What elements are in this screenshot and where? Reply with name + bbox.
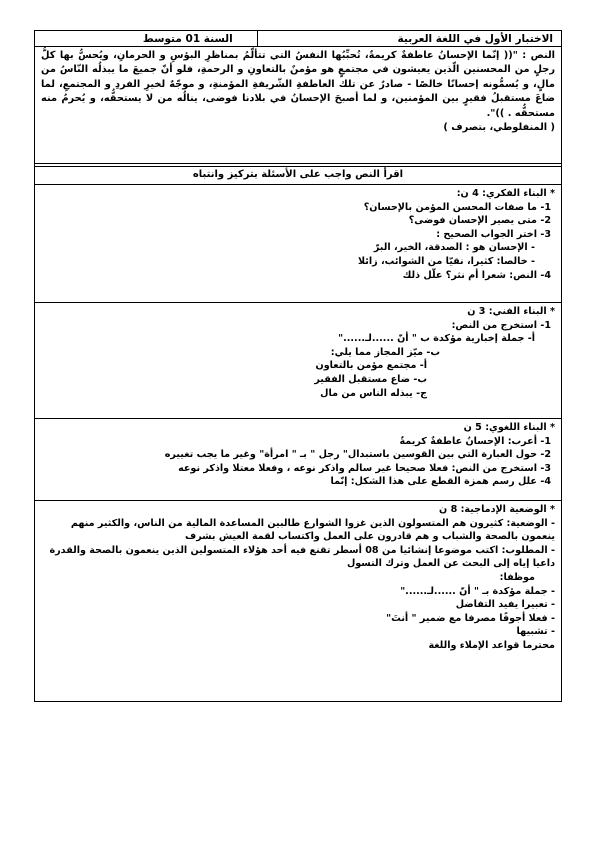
question-option: أ- جملة إخبارية مؤكدة ب " أنّ ......لـ......" [338,333,535,345]
text-label: النص : [522,50,556,61]
section-integration [34,501,562,702]
criteria-item: - جملة مؤكدة بـ " أنّ ......لـ......" [400,585,555,597]
question: 2- حول العبارة التي بين القوسين باستبدال" رجل " بـ " امرأة" وغير ما يجب تغييره [164,449,551,461]
question-option: - الإحسان هو : الصدقة، الخير، البرّ [373,242,535,254]
instruction: اقرأ النص واجب على الأسئلة بتركيز وانتباه [34,167,562,185]
question-option: ج- يبذله الناس من مال [320,387,427,399]
criteria-item: - تعبيرا يفيد التفاضل [455,599,555,611]
section-artistic [34,303,562,419]
question: 1- ما صفات المحسن المؤمن بالإحسان؟ [363,201,551,213]
criteria-item: - فعلا أجوفًا مصرفا مع ضمير " أنتَ" [386,612,555,624]
section-intellectual-title: * البناء الفكري: 4 ن: [456,188,555,199]
closing-note: محترما قواعد الإملاء واللغة [428,639,555,651]
question: 2- متى يصير الإحسان فوضى؟ [408,215,551,227]
section-artistic-title: * البناء الفني: 3 ن [467,306,555,317]
exam-header [34,30,562,47]
reading-text [34,47,562,164]
task-text: - المطلوب: اكتب موضوعا إنشائيا من 08 أسطر تقنع فيه أحد هؤلاء المتسولين الذين ينعمون بالصحة والقدرة داعيا إياه إلى البحث عن العمل وترك التسول [49,544,555,570]
question-option: ب- ميّز المجاز مما يلي: [330,346,440,358]
question: 3- اختر الجواب الصحيح : [436,228,551,240]
text-body: "(( إنّما الإحسانُ عاطفةٌ كريمةٌ، تُحبِّبُها النفسُ التي تتألّمُ بمناظرِ البؤسِ و الحرمانِ، ويُحسُّ بها كلُّ رجلٍ من المحسنين الّذين يعيشون في مجتمعٍ هو مؤمنٌ بالتعاونِ و الرحمةِ، فلو أنّ جميعَ ما يبذلُه النّاسُ من مالٍ، و يُسمُّونه إحسانًا خالصًا - صادرٌ عن تلك العاطفةِ الشّريفةِ المؤمنةِ، و موجّهٌ لخيرِ الفردِ و المجتمعِ، لما ضاعَ مستقبلُ فقيرٍ بين المؤمنين، و لما أصبحَ الإحسانُ في بلادنا فوضى، ينالُه من لا يستحقُّه، و يُحرمُ منه مستحقُّه . ))". [41,50,555,119]
section-integration-title: * الوضعية الإدماجية: 8 ن [439,504,555,515]
question: 1- استخرج من النص: [451,319,551,331]
question-option: - خالصا: كثيرا، نقيّا من الشوائب، زائلا [357,255,535,267]
section-linguistic-title: * البناء اللغوي: 5 ن [463,422,555,433]
section-linguistic [34,419,562,501]
text-source: ( المنفلوطي، بتصرف ) [443,122,555,134]
question: 1- أعرب: الإحسانُ عاطفةٌ كريمةٌ [399,435,551,447]
section-intellectual [34,185,562,303]
exam-title: الاختبار الأول في اللغة العربية [257,31,561,47]
question-option: أ- مجتمع مؤمن بالتعاون [315,360,427,372]
criteria-label: موظفا: [499,571,535,583]
question-option: ب- ضاع مستقبل الفقير [314,373,427,385]
criteria-item: - تشبيها [516,626,555,638]
question: 4- النص: شعرا أم نثر؟ علّل ذلك [402,269,551,281]
question: 4- علل رسم همزة القطع على هذا الشكل: إنّما [330,476,551,488]
question: 3- استخرج من النص: فعلا صحيحا غير سالم واذكر نوعه ، وفعلا معتلا واذكر نوعه [178,462,551,474]
situation-text: - الوضعية: كثيرون هم المتسولون الذين غزوا الشوارع طالبين المساعدة المالية من الناس، والكثير منهم ينعمون بالصحة والشباب و هم قادرون على العمل واكتساب لقمة العيش بشرف [70,517,555,543]
grade-level: السنة 01 متوسط [35,31,258,47]
exam-sheet [34,30,562,702]
